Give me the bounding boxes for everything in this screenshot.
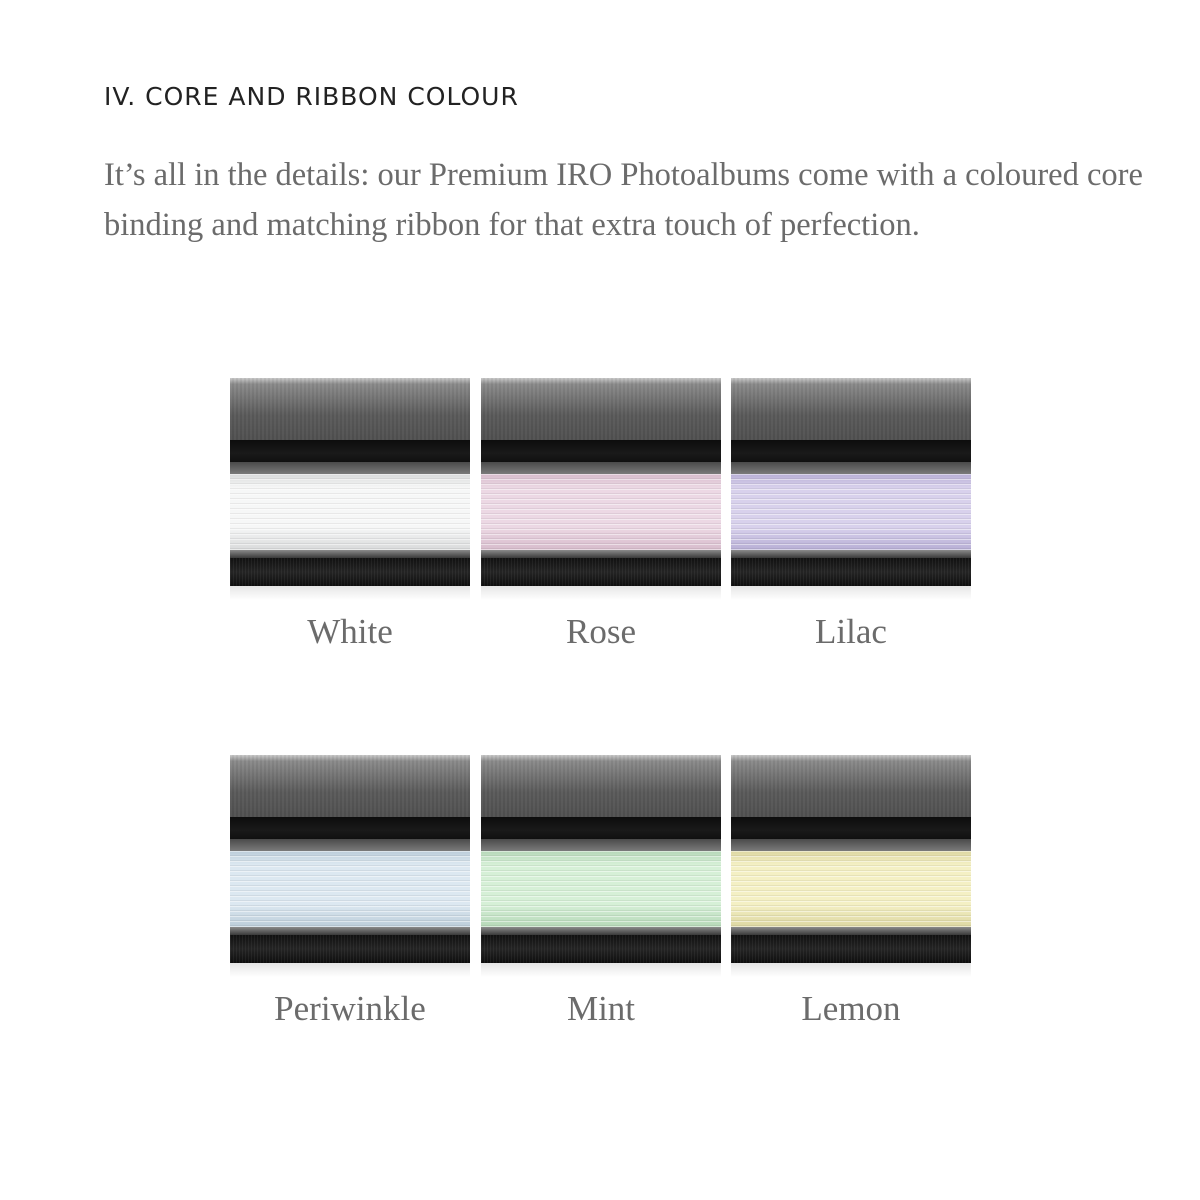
swatch-periwinkle — [230, 755, 470, 1029]
swatch-label: Lilac — [815, 612, 887, 651]
swatch-lemon — [731, 755, 971, 1029]
swatch-lilac — [731, 378, 971, 652]
swatch-label: Lemon — [801, 989, 901, 1028]
album-core-image — [481, 755, 721, 977]
album-core-image — [230, 378, 470, 600]
swatch-label: White — [307, 612, 393, 651]
swatch-label: Periwinkle — [274, 989, 426, 1028]
intro-paragraph: It’s all in the details: our Premium IRO Photoalbums come with a coloured core binding and matching ribbon for that extra touch of perfection. — [104, 157, 1143, 243]
swatch-label: Rose — [566, 612, 636, 651]
album-core-image — [481, 378, 721, 600]
swatch-label: Mint — [566, 989, 636, 1028]
album-core-image — [230, 755, 470, 977]
album-core-image — [731, 755, 971, 977]
section-title: IV. CORE AND RIBBON COLOUR — [104, 82, 519, 111]
swatch-white — [230, 378, 470, 652]
album-core-image — [731, 378, 971, 600]
swatch-rose — [481, 378, 721, 652]
swatch-mint — [481, 755, 721, 1029]
